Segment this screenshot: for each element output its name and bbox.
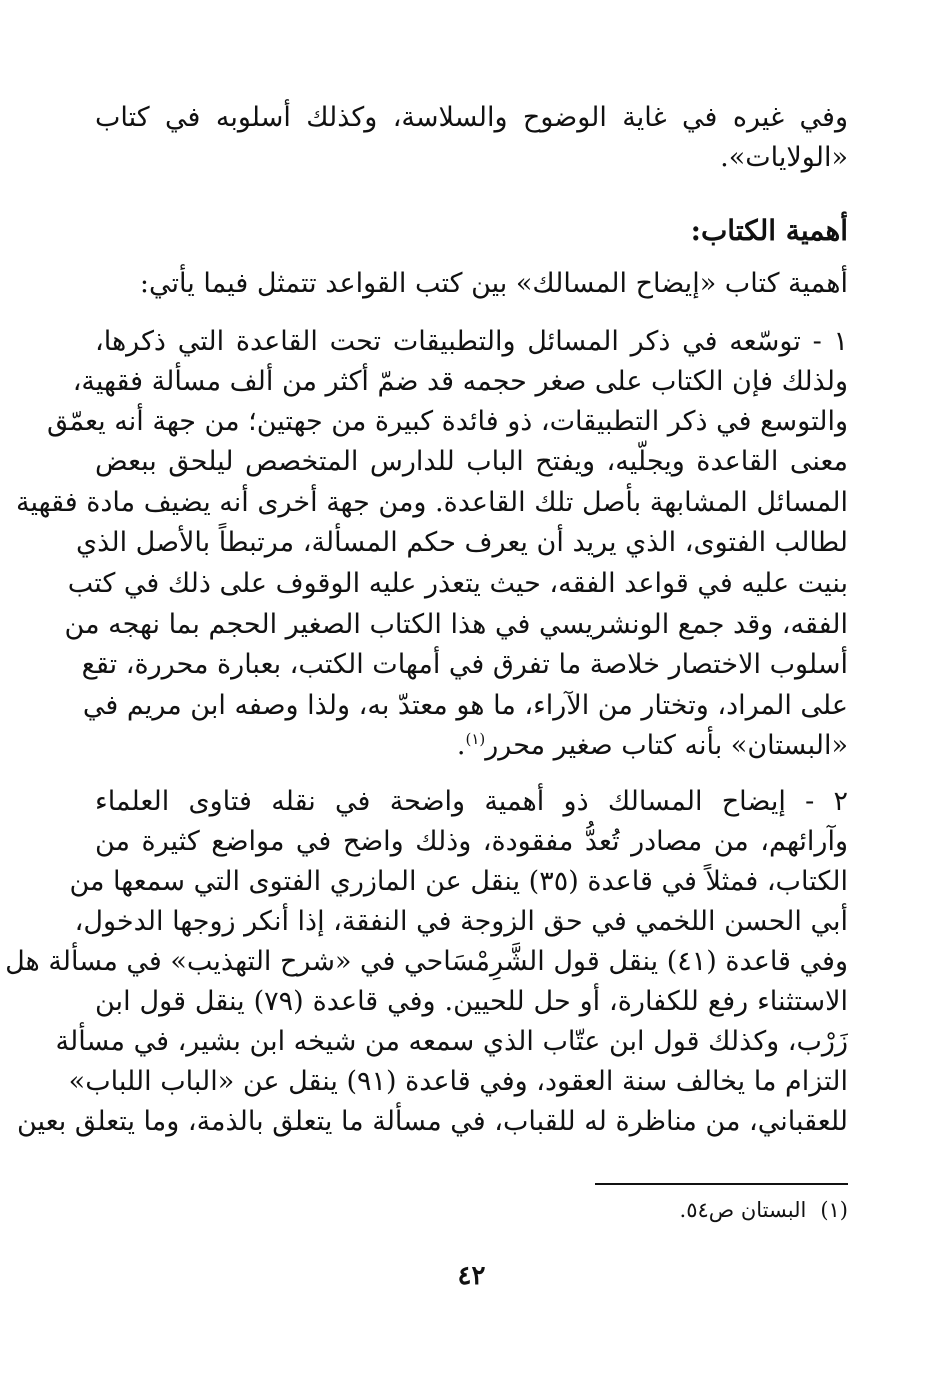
point1-line: والتوسع في ذكر التطبيقات، ذو فائدة كبيرة من جهتين؛ من جهة أنه يعمّق bbox=[47, 406, 848, 437]
book-page bbox=[5, 0, 848, 1379]
point1-line: ولذلك فإن الكتاب على صغر حجمه قد ضمّ أكثر من ألف مسألة فقهية، bbox=[72, 366, 848, 397]
footnote bbox=[680, 1195, 848, 1225]
footnote-reference[interactable]: (١) bbox=[465, 730, 486, 748]
point1-line: معنى القاعدة ويجلّيه، ويفتح الباب للدارس المتخصص ليلحق ببعض bbox=[95, 446, 848, 477]
point2-line: زَرْب، وكذلك قول ابن عتّاب الذي سمعه من شيخه ابن بشير، في مسألة bbox=[55, 1026, 848, 1057]
point1-line: على المراد، وتختار من الآراء، ما هو معتدّ به، ولذا وصفه ابن مريم في bbox=[82, 690, 848, 721]
point2-line: للعقباني، من مناظرة له للقباب، في مسألة ما يتعلق بالذمة، وما يتعلق بعين bbox=[17, 1106, 848, 1137]
point2-line: الكتاب، فمثلاً في قاعدة (٣٥) ينقل عن المازري الفتوى التي سمعها من bbox=[69, 866, 848, 897]
section-heading: أهمية الكتاب: bbox=[690, 214, 848, 247]
point1-last-line bbox=[95, 726, 848, 766]
point1-last-text: «البستان» بأنه كتاب صغير محرر bbox=[485, 730, 848, 761]
point1-line: أسلوب الاختصار خلاصة ما تفرق في أمهات الكتب، بعبارة محررة، تقع bbox=[81, 649, 848, 680]
point1-line: بنيت عليه في قواعد الفقه، حيث يتعذر عليه الوقوف على ذلك في كتب bbox=[67, 568, 848, 599]
intro-line: وفي غيره في غاية الوضوح والسلاسة، وكذلك أسلوبه في كتاب bbox=[95, 102, 848, 133]
lead-line: أهمية كتاب «إيضاح المسالك» بين كتب القواعد تتمثل فيما يأتي: bbox=[139, 268, 848, 299]
point2-line: أبي الحسن اللخمي في حق الزوجة في النفقة، إذا أنكر زوجها الدخول، bbox=[74, 906, 848, 937]
point2-line: التزام ما يخالف سنة العقود، وفي قاعدة (٩١) ينقل عن «الباب اللباب» bbox=[68, 1066, 848, 1097]
point1-line: المسائل المشابهة بأصل تلك القاعدة. ومن جهة أخرى أنه يضيف مادة فقهية bbox=[16, 487, 848, 518]
point2-line: ٢ - إيضاح المسالك ذو أهمية واضحة في نقله فتاوى العلماء bbox=[95, 786, 848, 817]
point1-end-mark: . bbox=[456, 730, 466, 761]
footnote-number: (١) bbox=[820, 1198, 848, 1222]
point1-line: الفقه، وقد جمع الونشريسي في هذا الكتاب الصغير الحجم بما نهجه من bbox=[64, 609, 848, 640]
intro-line: «الولايات». bbox=[720, 142, 848, 173]
page-number: ٤٢ bbox=[457, 1261, 486, 1291]
footnote-text: البستان ص٥٤. bbox=[679, 1198, 807, 1222]
footnote-divider bbox=[595, 1183, 848, 1185]
point2-line: وآرائهم، من مصادر تُعدُّ مفقودة، وذلك واضح في مواضع كثيرة من bbox=[95, 826, 848, 857]
point1-line: لطالب الفتوى، الذي يريد أن يعرف حكم المسألة، مرتبطاً بالأصل الذي bbox=[76, 527, 848, 558]
point2-line: الاستثناء رفع للكفارة، أو حل للحيين. وفي قاعدة (٧٩) ينقل قول ابن bbox=[95, 986, 848, 1017]
point1-line: ١ - توسّعه في ذكر المسائل والتطبيقات تحت القاعدة التي ذكرها، bbox=[95, 326, 848, 357]
point2-line: وفي قاعدة (٤١) ينقل قول الشَّرِمْسَاحي في «شرح التهذيب» في مسألة هل bbox=[5, 946, 848, 977]
